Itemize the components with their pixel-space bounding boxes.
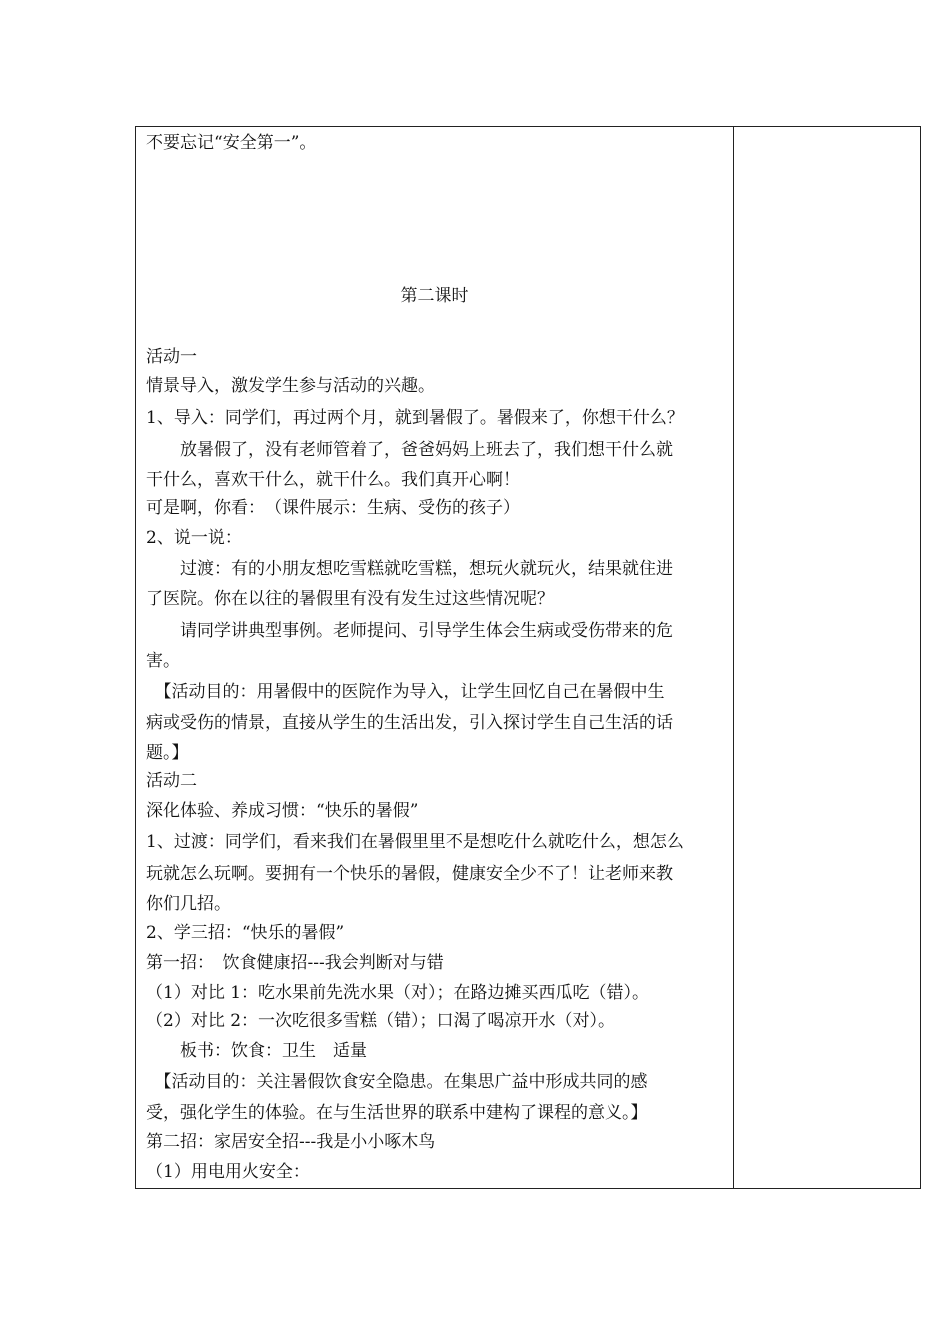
- text-line: 放暑假了，没有老师管着了，爸爸妈妈上班去了，我们想干什么就: [146, 440, 673, 460]
- text-line: 【活动目的：用暑假中的医院作为导入，让学生回忆自己在暑假中生: [146, 682, 665, 702]
- text-line: （1）用电用火安全：: [146, 1162, 310, 1182]
- lesson-content-cell: [136, 127, 733, 1188]
- text-line: 2、学三招：“快乐的暑假”: [146, 923, 345, 943]
- text-line: （2）对比 2：一次吃很多雪糕（错）；口渴了喝凉开水（对）。: [146, 1011, 616, 1031]
- text-line: 情景导入，激发学生参与活动的兴趣。: [146, 376, 435, 396]
- text-line: （1）对比 1：吃水果前先洗水果（对）；在路边摊买西瓜吃（错）。: [146, 983, 650, 1003]
- activity-heading: 活动一: [146, 347, 197, 367]
- text-line: 了医院。你在以往的暑假里有没有发生过这些情况呢？: [146, 589, 554, 609]
- text-line: 你们几招。: [146, 894, 231, 914]
- text-line: 干什么，喜欢干什么，就干什么。我们真开心啊！: [146, 470, 520, 490]
- notes-cell: [734, 127, 920, 1188]
- lesson-table: [135, 126, 921, 1189]
- text-line: 病或受伤的情景，直接从学生的生活出发，引入探讨学生自己生活的话: [146, 713, 673, 733]
- text-line: 不要忘记“安全第一”。: [146, 133, 317, 153]
- text-line: 板书：饮食：卫生 适量: [146, 1041, 367, 1061]
- text-line: 深化体验、养成习惯：“快乐的暑假”: [146, 801, 419, 821]
- text-line: 1、导入：同学们，再过两个月，就到暑假了。暑假来了，你想干什么？: [146, 408, 684, 428]
- text-line: 害。: [146, 651, 180, 671]
- text-line: 【活动目的：关注暑假饮食安全隐患。在集思广益中形成共同的感: [146, 1072, 648, 1092]
- text-line: 第一招： 饮食健康招---我会判断对与错: [146, 953, 444, 973]
- text-line: 第二招：家居安全招---我是小小啄木鸟: [146, 1132, 436, 1152]
- activity-heading: 活动二: [146, 771, 197, 791]
- text-line: 过渡：有的小朋友想吃雪糕就吃雪糕，想玩火就玩火，结果就住进: [146, 559, 673, 579]
- text-line: 题。】: [146, 743, 189, 763]
- text-line: 请同学讲典型事例。老师提问、引导学生体会生病或受伤带来的危: [146, 621, 673, 641]
- section-title: 第二课时: [400, 286, 469, 306]
- text-line: 可是啊，你看： （课件展示：生病、受伤的孩子）: [146, 498, 520, 518]
- text-line: 1、过渡：同学们，看来我们在暑假里里不是想吃什么就吃什么，想怎么: [146, 832, 684, 852]
- text-line: 受，强化学生的体验。在与生活世界的联系中建构了课程的意义。】: [146, 1103, 648, 1123]
- text-line: 2、说一说：: [146, 528, 242, 548]
- text-line: 玩就怎么玩啊。要拥有一个快乐的暑假，健康安全少不了！让老师来教: [146, 864, 673, 884]
